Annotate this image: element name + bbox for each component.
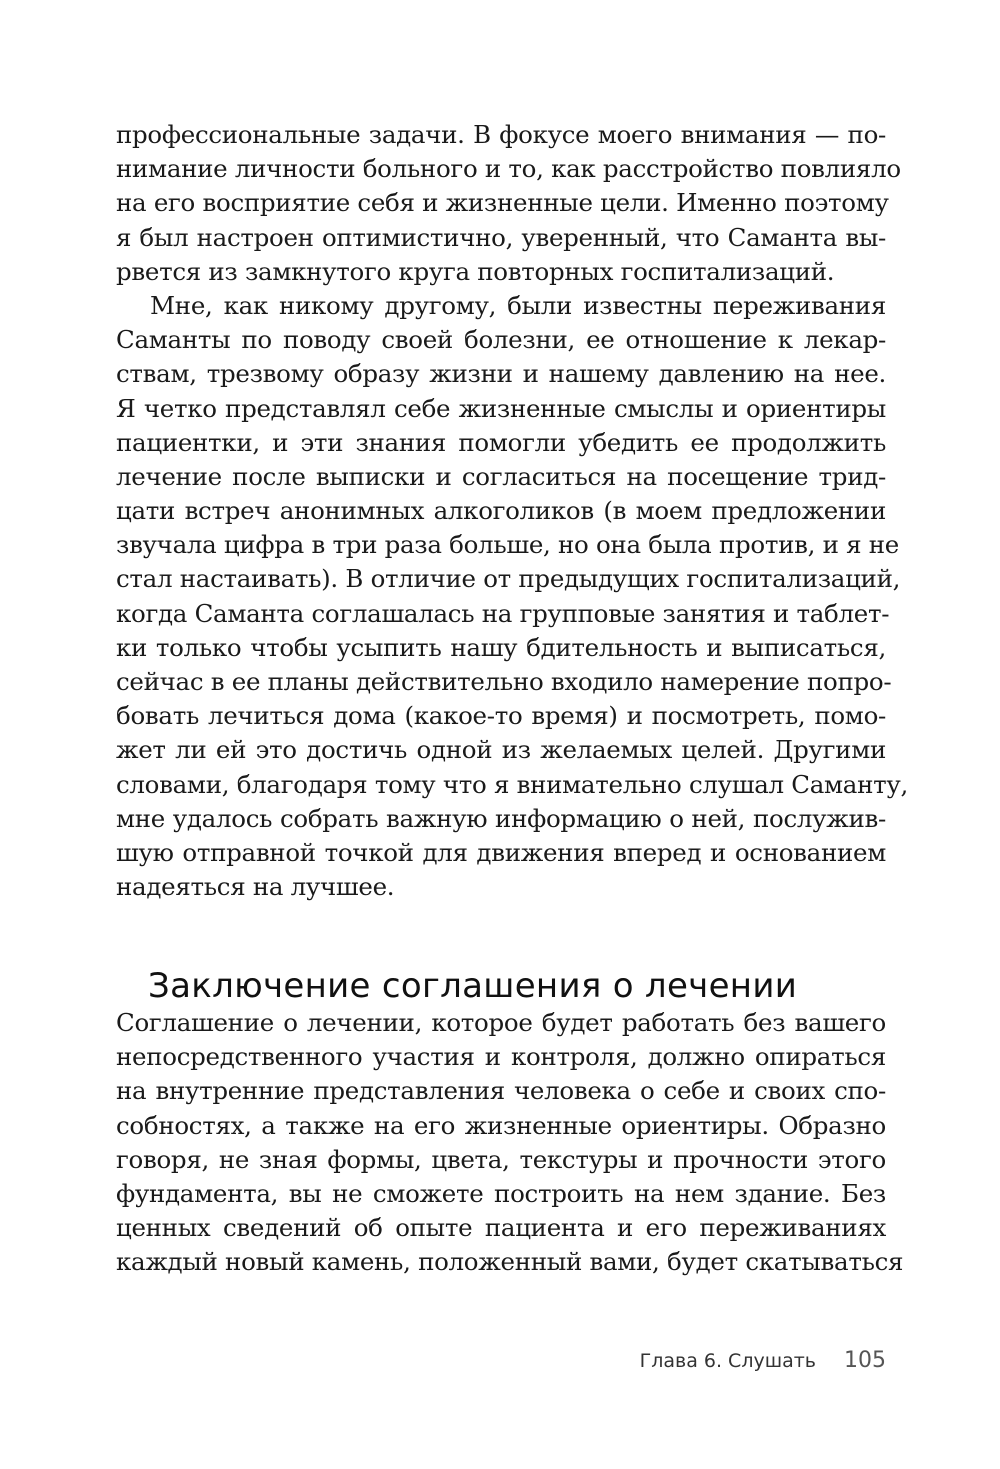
text-line: бовать лечиться дома (какое-то время) и посмотреть, помо-	[116, 701, 886, 731]
text-line: я был настроен оптимистично, уверенный, что Саманта вы-	[116, 222, 886, 252]
text-line: каждый новый камень, положенный вами, будет скатываться	[116, 1247, 904, 1277]
text-line: стал настаивать). В отличие от предыдущих госпитализаций,	[116, 564, 901, 594]
page-number: 105	[844, 1348, 886, 1373]
text-line: собностях, а также на его жизненные ориентиры. Образно	[116, 1110, 886, 1140]
text-line: нимание личности больного и то, как расстройство повлияло	[116, 154, 901, 184]
paragraph-2	[116, 289, 908, 904]
text-line: Соглашение о лечении, которое будет работать без вашего	[116, 1008, 886, 1037]
text-line: Саманты по поводу своей болезни, ее отношение к лекар-	[116, 325, 886, 355]
text-line: ствам, трезвому образу жизни и нашему давлению на нее.	[116, 359, 886, 389]
text-line: жет ли ей это достичь одной из желаемых целей. Другими	[116, 735, 886, 765]
text-line: мне удалось собрать важную информацию о ней, послужив-	[116, 803, 886, 833]
text-line: рвется из замкнутого круга повторных госпитализаций.	[116, 256, 835, 286]
text-line: звучала цифра в три раза больше, но она была против, и я не	[116, 530, 899, 560]
text-line: непосредственного участия и контроля, должно опираться	[116, 1042, 886, 1072]
text-line: когда Саманта соглашалась на групповые занятия и таблет-	[116, 598, 890, 628]
text-line: лечение после выписки и согласиться на посещение трид-	[116, 461, 886, 491]
paragraph-3	[116, 1006, 904, 1280]
text-line: шую отправной точкой для движения вперед и основанием	[116, 837, 886, 867]
body-text-top	[116, 118, 908, 904]
text-line: словами, благодаря тому что я внимательно слушал Саманту,	[116, 769, 908, 799]
text-line: пациентки, и эти знания помогли убедить ее продолжить	[116, 427, 886, 457]
running-footer-chapter: Глава 6. Слушать	[639, 1350, 816, 1372]
text-line: на его восприятие себя и жизненные цели. Именно поэтому	[116, 188, 889, 218]
text-line: профессиональные задачи. В фокусе моего внимания — по-	[116, 120, 886, 149]
page-footer	[640, 1348, 886, 1373]
section-heading: Заключение соглашения о лечении	[148, 966, 798, 1007]
text-line: ки только чтобы усыпить нашу бдительность и выписаться,	[116, 632, 886, 662]
body-text-bottom	[116, 1006, 904, 1280]
text-line: надеяться на лучшее.	[116, 872, 395, 902]
text-line: говоря, не зная формы, цвета, текстуры и прочности этого	[116, 1144, 886, 1174]
text-line: сейчас в ее планы действительно входило намерение попро-	[116, 667, 892, 696]
text-line: на внутренние представления человека о себе и своих спо-	[116, 1076, 886, 1106]
text-line: ценных сведений об опыте пациента и его переживаниях	[116, 1213, 886, 1243]
text-line: Я четко представлял себе жизненные смыслы и ориентиры	[116, 393, 886, 423]
text-line: Мне, как никому другому, были известны переживания	[150, 290, 886, 320]
paragraph-1	[116, 118, 901, 289]
text-line: фундамента, вы не сможете построить на нем здание. Без	[116, 1178, 886, 1208]
text-line: цати встреч анонимных алкоголиков (в моем предложении	[116, 496, 886, 526]
